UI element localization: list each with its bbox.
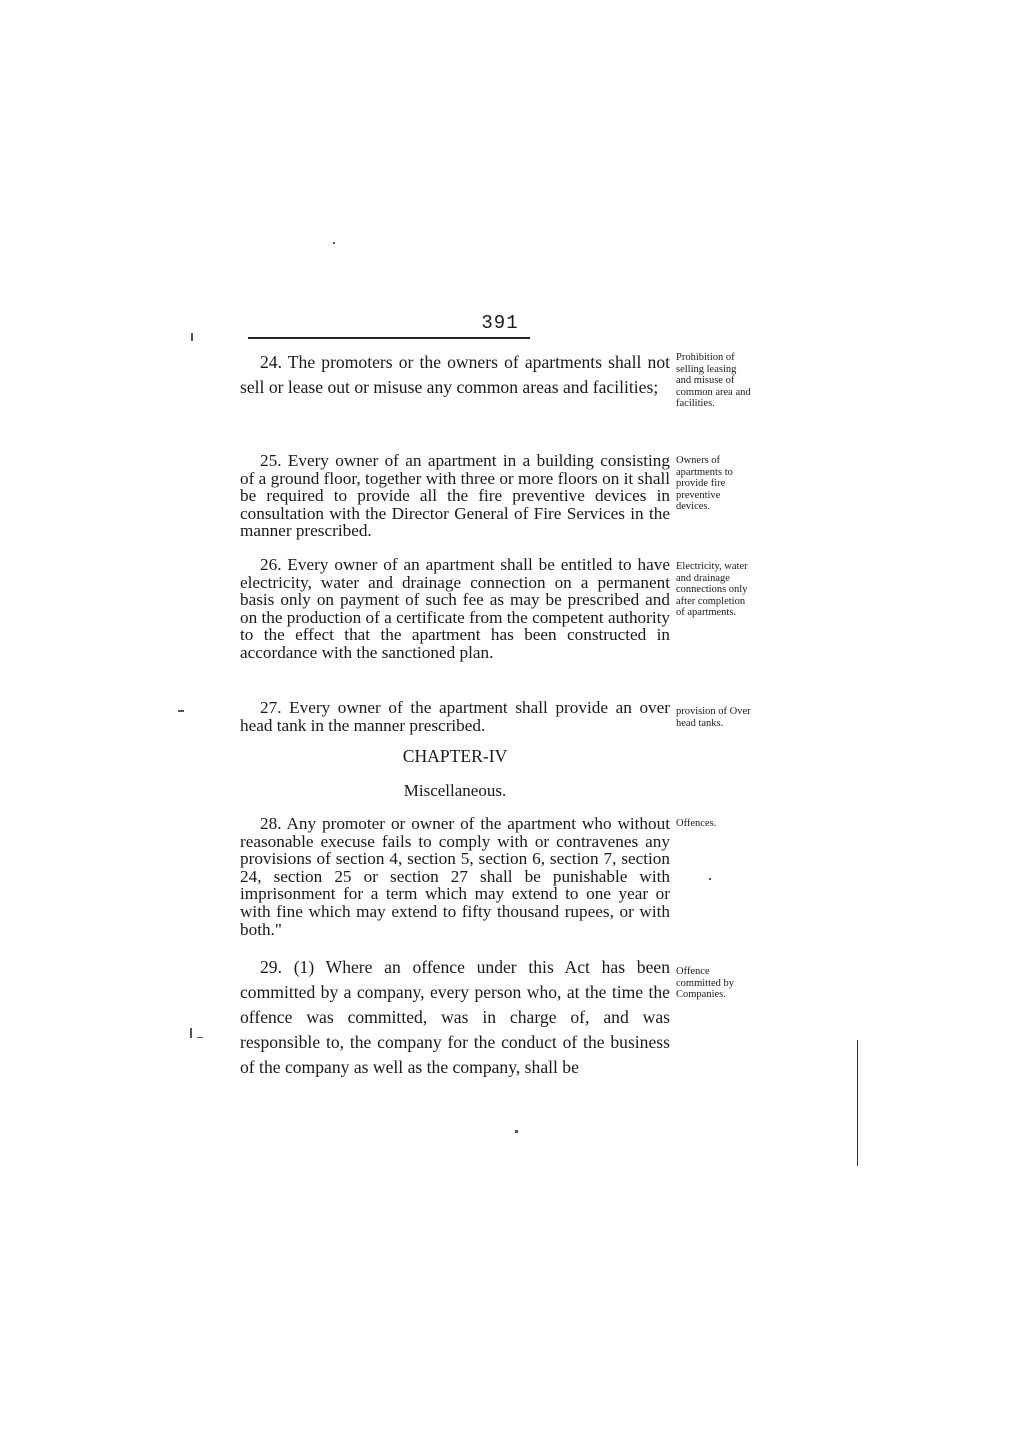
section-26 — [240, 556, 670, 662]
section-29-text: 29. (1) Where an offence under this Act has been committed by a company, every person who, at the time the offence was committed, was in charge of, and was responsible to, the company for the conduct of the business of the company as well as the company, shall be — [240, 957, 670, 1077]
section-24-text: 24. The promoters or the owners of apartments shall not sell or lease out or misuse any common areas and facilities; — [240, 352, 670, 397]
scan-speck — [333, 242, 335, 244]
page-number: 391 — [481, 312, 519, 334]
margin-note-29: Offence committed by Companies. — [676, 966, 735, 1000]
section-25 — [240, 452, 670, 540]
section-26-text: 26. Every owner of an apartment shall be entitled to have electricity, water and drainage connection on a permanent basis only on payment of such fee as may be prescribed and on the production of a certificate from the competent authority to the effect that the apartment has been constructed in accordance with the sanctioned plan. — [240, 555, 671, 662]
section-27 — [240, 699, 670, 734]
margin-note-25: Owners of apartments to provide fire preventive devices. — [676, 455, 733, 512]
section-25-text: 25. Every owner of an apartment in a building consisting of a ground floor, together with three or more floors on it shall be required to provide all the fire preventive devices in consultation with the Director General of Fire Services in the manner prescribed. — [240, 451, 670, 541]
chapter-subtitle: Miscellaneous. — [403, 781, 507, 800]
margin-note-28: Offences. — [676, 818, 717, 829]
margin-note-27: provision of Over head tanks. — [676, 706, 751, 729]
chapter-title: CHAPTER-IV — [402, 746, 508, 766]
scan-speck — [709, 878, 711, 880]
header-rule — [248, 337, 530, 339]
scan-edge-line — [857, 1040, 858, 1166]
scan-speck — [191, 333, 193, 341]
section-27-text: 27. Every owner of the apartment shall provide an over head tank in the manner prescribed. — [240, 698, 670, 735]
section-28 — [240, 815, 670, 938]
section-28-text: 28. Any promoter or owner of the apartment who without reasonable execuse fails to comply with or contravenes any provisions of section 4, section 5, section 6, section 7, section 24, section 25 or section 27 shall be punishable with imprisonment for a term which may extend to one year or with fine which may extend to fifty thousand rupees, or with both." — [240, 814, 670, 939]
scan-speck — [190, 1028, 192, 1038]
section-29 — [240, 955, 670, 1080]
section-24 — [240, 350, 670, 400]
margin-note-26: Electricity, water and drainage connections only after completion of apartments. — [676, 561, 748, 618]
scan-speck — [178, 710, 184, 712]
margin-note-24: Prohibition of selling leasing and misuse of common area and facilities. — [676, 352, 751, 409]
scan-speck — [515, 1130, 518, 1133]
scan-speck — [197, 1037, 203, 1038]
